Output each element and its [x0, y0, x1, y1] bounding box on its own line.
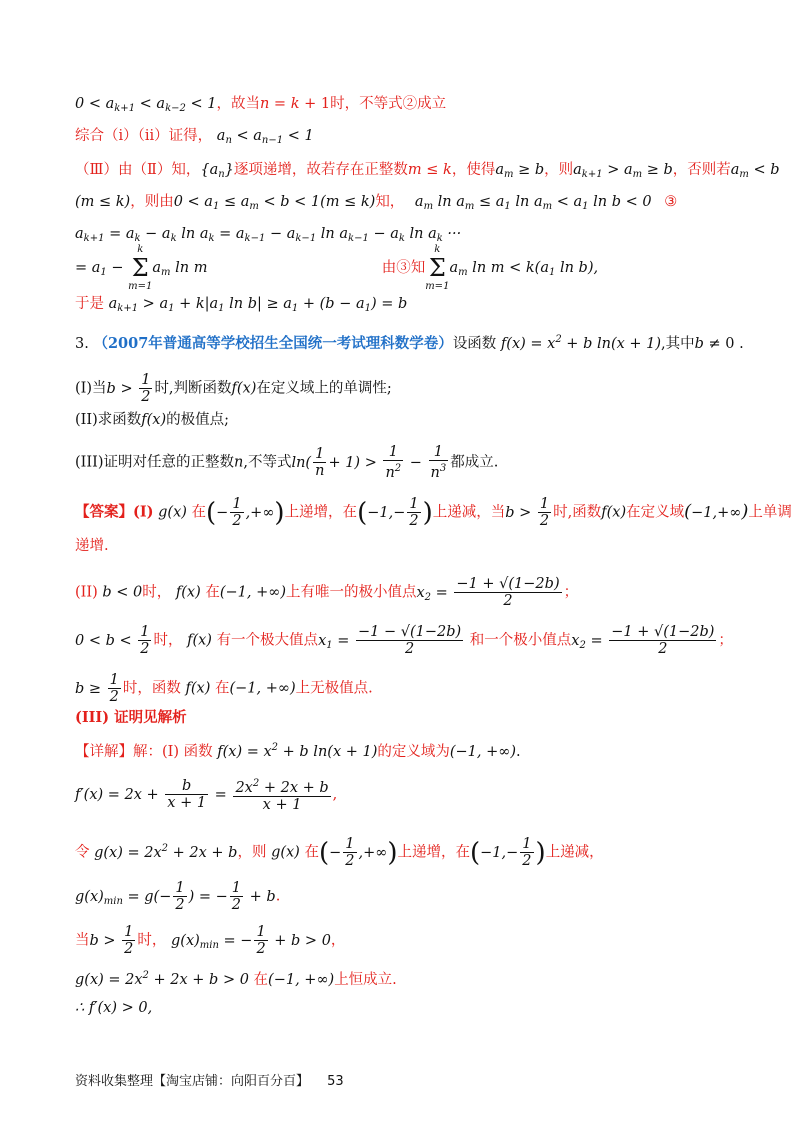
- text: (III) 证明见解析: [75, 709, 187, 726]
- part-iii-text-4: ，否则若: [672, 162, 731, 178]
- derivative-positive: ∴ f′(x) > 0,: [75, 1000, 153, 1016]
- text: 上恒成立.: [334, 972, 397, 988]
- part-iii-text-3: ，则: [544, 162, 574, 178]
- answer-ii: [75, 576, 760, 609]
- text: (II)求函数: [75, 412, 142, 428]
- text: (II): [75, 584, 98, 601]
- n-var: n: [234, 454, 244, 471]
- fx: f(x): [185, 680, 211, 697]
- text: ，: [330, 932, 346, 949]
- sum-term-2: $a_m$ $\ln m < k(a_1$ ln b),: [449, 260, 599, 278]
- q3-part-i: [75, 372, 760, 405]
- detail-tag: 【详解】解：(I) 函数: [75, 744, 213, 760]
- fx: f(x): [601, 504, 627, 521]
- text: 都成立.: [450, 454, 499, 471]
- question-3: [75, 330, 760, 354]
- conclusion-text: ，故当n = k + 1时，不等式②成立: [216, 96, 447, 112]
- question-tail: ,其中b ≠ 0 .: [661, 336, 744, 352]
- sum-expr: = $a_1$ −: [75, 260, 129, 278]
- when-b-line: [75, 924, 760, 957]
- text: 在定义域: [626, 504, 685, 521]
- inequality: ln( $\frac{1}{n}$ + 1) > $\frac{1}{n^2}$ − $\frac{1}{n^3}$: [291, 444, 447, 481]
- line-4: [75, 192, 760, 217]
- text: 在: [191, 504, 207, 521]
- text: 时，: [153, 632, 183, 649]
- fx: f(x): [141, 412, 167, 428]
- interval: (−1,− $\frac{1}{2}$ ): [470, 836, 546, 869]
- question-source: （2007年普通高等学校招生全国统一考试理科数学卷）: [93, 335, 453, 352]
- sequence: $\{a_n\}$: [200, 162, 234, 180]
- text: .: [275, 888, 281, 905]
- text: 在: [253, 972, 269, 988]
- text: 时,判断函数: [154, 380, 232, 397]
- text: 上递减，当: [432, 504, 506, 521]
- text: .: [516, 744, 521, 760]
- condition: b > $\frac{1}{2}$: [106, 372, 151, 405]
- inline-math: $a_m$ $\ln a_m \le a_1$ $\ln a_m < a_1$ ln b < 0: [414, 194, 652, 212]
- text: 上单调: [748, 504, 792, 521]
- interval: (−1,+∞): [684, 500, 749, 522]
- gx: g(x): [271, 844, 300, 861]
- g-def: $g(x) = 2x^2 + 2x + b$: [94, 842, 238, 861]
- function-def: $f(x) = x^2 + b$ ln(x + 1): [500, 334, 662, 352]
- text: 时，: [142, 584, 172, 601]
- recurrence: $a_{k+1} = a_k - a_k$ $\ln a_k = a_{k-1} - a_{k-1}$ $\ln a_{k-1} - a_k$ $\ln a_k$ ···: [75, 226, 462, 244]
- g-min-line: [75, 880, 760, 913]
- text: 的极值点;: [166, 412, 230, 428]
- sigma-sum-2: k Σ m=1: [425, 244, 450, 292]
- question-number: 3.: [75, 336, 89, 352]
- inequality: $0 < a_{k+1} < a_{k-2} < 1$: [75, 96, 217, 114]
- detail-header: [75, 738, 760, 762]
- text: 时,函数: [553, 504, 602, 521]
- condition: 0 < b < $\frac{1}{2}$: [75, 624, 150, 657]
- page-number: 53: [327, 1074, 344, 1089]
- part-iii-text: （Ⅲ）由（Ⅱ）知，: [75, 162, 201, 178]
- g-min-positive: $g(x)_{min}$ = − $\frac{1}{2}$ + b > 0: [171, 924, 331, 957]
- text: 递增.: [75, 538, 109, 554]
- inline-math: $a_m \ge b$: [495, 162, 545, 180]
- text: ，则由: [130, 194, 174, 210]
- sum-term: $a_m$ ln m: [152, 260, 208, 278]
- q3-part-ii: [75, 410, 760, 430]
- derivative-line: [75, 776, 760, 813]
- function-def: $f(x) = x^2 + b$ ln(x + 1): [217, 742, 378, 760]
- text: ，则: [237, 844, 267, 861]
- text: 上递增，在: [284, 504, 358, 521]
- g-positive: $g(x) = 2x^2 + 2x + b > 0$: [75, 970, 249, 988]
- final-inequality: $a_{k+1} > a_1 + k|a_1$ $\ln b| \ge a_1 + (b - a_1) = b$: [108, 296, 408, 314]
- text: (III)证明对任意的正整数: [75, 454, 234, 471]
- condition: b > $\frac{1}{2}$: [89, 924, 134, 957]
- question-text: 设函数: [452, 336, 497, 352]
- text: ,: [332, 786, 338, 803]
- answer-ii-c: [75, 672, 760, 705]
- interval: (−1, +∞): [268, 972, 335, 988]
- footer-text: 资料收集整理【淘宝店铺：向阳百分百】: [75, 1074, 310, 1089]
- inline-math: $a_{k+1} > a_m \ge b$: [573, 162, 673, 180]
- text: 知，: [375, 194, 405, 210]
- g-positive-line: [75, 966, 760, 990]
- text: 上递增，在: [397, 844, 470, 861]
- interval: (−1,− $\frac{1}{2}$ ): [357, 496, 433, 529]
- text: 有一个极大值点: [216, 632, 319, 649]
- interval: (−1, +∞): [229, 680, 296, 697]
- line-7: [75, 294, 760, 319]
- derivative: f′(x) = 2x + $\frac{b}{x + 1}$ = $\frac{2x^2 + 2x + b}{x + 1}$: [75, 778, 329, 813]
- note-text: 由③知: [381, 260, 426, 276]
- text: 在: [304, 844, 319, 861]
- x1-formula: $x_1$ = $\frac{-1 - √(1-2b)}{2}$: [318, 624, 462, 657]
- text: 和一个极小值点: [469, 632, 572, 649]
- inline-math: $a_m < b$: [730, 162, 780, 180]
- interval: (− $\frac{1}{2}$ ,+∞): [206, 496, 285, 529]
- text: 上无极值点.: [295, 680, 373, 697]
- text: 令: [75, 844, 90, 861]
- interval: (−1, +∞): [219, 584, 286, 601]
- text: 上递减，: [545, 844, 604, 861]
- text: 时，: [137, 932, 167, 949]
- answer-ii-b: [75, 624, 760, 657]
- gx: g(x): [158, 504, 187, 521]
- summary-text: 综合（ⅰ）（ⅱ）证得，: [75, 128, 213, 144]
- answer-i-cont: [75, 536, 760, 556]
- page-footer: [75, 1070, 344, 1089]
- line-3: [75, 160, 780, 185]
- fx: f(x): [231, 380, 257, 397]
- text: 上有唯一的极小值点: [285, 584, 417, 601]
- inline-math: $0 < a_1 \le a_m < b < 1(m \le k)$: [173, 194, 376, 212]
- circled-3: ③: [664, 194, 678, 210]
- line-1: [75, 94, 760, 119]
- answer-tag: 【答案】(I): [75, 503, 154, 521]
- thus-text: 于是: [75, 296, 104, 312]
- answer-iii: [75, 708, 760, 728]
- text: 在: [205, 584, 220, 601]
- x2-formula: $x_2$ = $\frac{-1 + √(1-2b)}{2}$: [571, 624, 715, 657]
- text: 在: [214, 680, 230, 697]
- text: (I)当: [75, 380, 107, 397]
- condition: b > $\frac{1}{2}$: [505, 496, 550, 529]
- q3-part-iii: [75, 444, 760, 481]
- interval: (− $\frac{1}{2}$ ,+∞): [318, 836, 398, 869]
- x2-formula: $x_2$ = $\frac{-1 + √(1-2b)}{2}$: [416, 576, 560, 609]
- text: 的定义域为: [377, 744, 450, 760]
- answer-i: [75, 496, 792, 529]
- summary-math: $a_n < a_{n-1} < 1$: [216, 128, 314, 146]
- g-min: $g(x)_{min} = g(-$ $\frac{1}{2}$ ) = − $\frac{1}{2}$ + b: [75, 880, 276, 913]
- let-g-line: [75, 836, 760, 869]
- text: 在定义域上的单调性;: [256, 380, 392, 397]
- text: ；: [563, 584, 579, 601]
- therefore-line: [75, 998, 760, 1018]
- fx: f(x): [187, 632, 212, 649]
- line-6: [75, 244, 760, 292]
- text: 时，函数: [122, 680, 181, 697]
- condition: b < 0: [102, 584, 143, 601]
- part-iii-text-2: 逐项递增，故若存在正整数m ≤ k，使得: [233, 162, 496, 178]
- condition: b ≥ $\frac{1}{2}$: [75, 672, 119, 705]
- text: 当: [75, 932, 90, 949]
- interval: (−1, +∞): [449, 744, 517, 760]
- text: ；: [718, 632, 733, 649]
- line-2: [75, 126, 760, 151]
- fx: f(x): [175, 584, 201, 601]
- inline-math: (m ≤ k): [75, 194, 131, 210]
- text: ,不等式: [243, 454, 292, 471]
- sigma-sum: k Σ m=1: [128, 244, 153, 292]
